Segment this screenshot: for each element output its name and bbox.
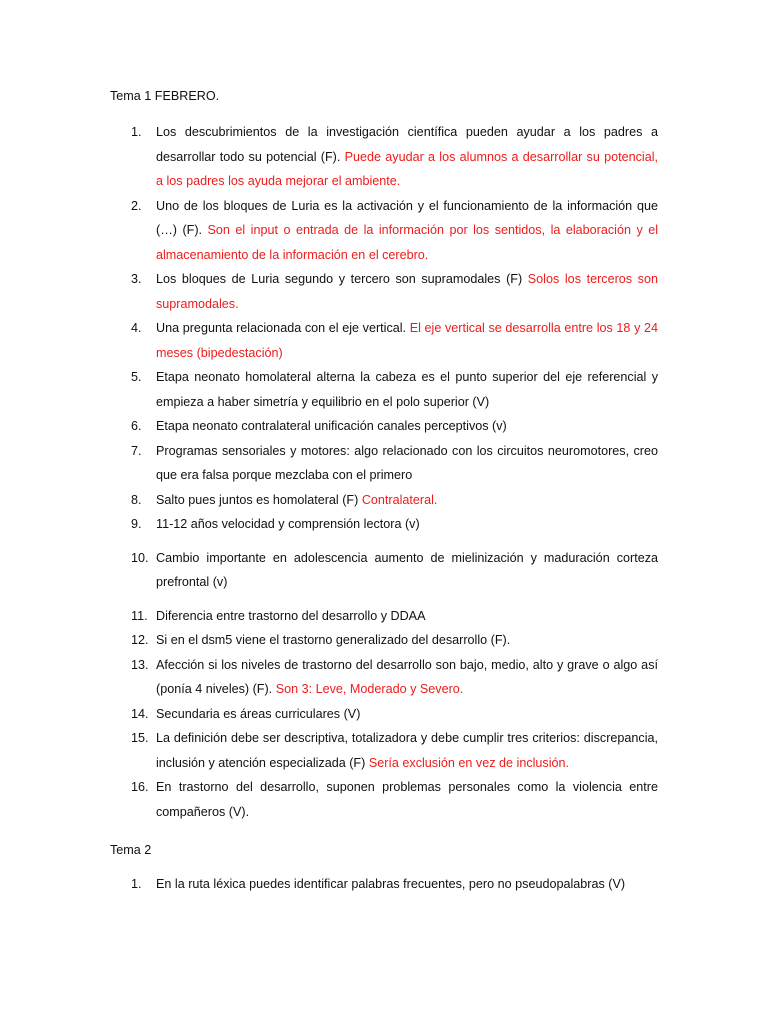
answer-correction: Son 3: Leve, Moderado y Severo. [275,682,464,696]
tema-1-question-list [110,120,658,824]
question-number: 3. [131,272,142,286]
question-number: 10. [131,550,149,565]
question-text: Etapa neonato contralateral unificación canales perceptivos (v) [156,419,507,433]
question-item [110,316,658,365]
answer-correction: Solos los terceros son supramodales. [156,272,658,311]
question-item [110,604,658,629]
question-item [110,194,658,268]
question-number: 15. [131,731,149,745]
question-number: 6. [131,419,142,433]
question-item [110,439,658,488]
question-number: 8. [131,492,142,507]
question-item [110,628,658,653]
question-item [110,726,658,775]
question-number: 12. [131,633,149,647]
answer-correction: El eje vertical se desarrolla entre los 18 y 24 meses (bipedestación) [156,321,659,360]
question-number: 16. [131,780,149,794]
question-text: Afección si los niveles de trastorno del desarrollo son bajo, medio, alto y grave o algo así (ponía 4 niveles) (F). [156,657,658,696]
question-number: 5. [131,370,142,384]
question-text: Los descubrimientos de la investigación científica pueden ayudar a los padres a desarrollar todo su potencial (F). [156,125,658,164]
question-number: 2. [131,198,142,213]
question-text: Los bloques de Luria segundo y tercero son supramodales (F) [156,272,523,286]
question-number: 4. [131,321,142,335]
question-text: Una pregunta relacionada con el eje vertical. [156,321,407,335]
question-text: Diferencia entre trastorno del desarrollo y DDAA [156,608,426,623]
answer-correction: Contralateral. [361,492,438,507]
question-number: 1. [131,125,142,139]
question-text: En trastorno del desarrollo, suponen problemas personales como la violencia entre compañeros (V). [156,780,658,819]
question-item [110,775,658,824]
tema-2-question-list [110,872,658,897]
question-text: Secundaria es áreas curriculares (V) [156,706,361,721]
question-number: 14. [131,706,149,721]
question-item [110,872,658,897]
question-item [110,653,658,702]
answer-correction: Puede ayudar a los alumnos a desarrollar su potencial, a los padres los ayuda mejorar el ambiente. [156,149,658,188]
question-item [110,365,658,414]
question-number: 1. [131,877,142,891]
question-item [110,267,658,316]
question-text: Salto pues juntos es homolateral (F) [156,492,359,507]
tema-1-heading: Tema 1 FEBRERO. [110,89,220,103]
question-number: 11. [131,608,148,623]
question-text: Si en el dsm5 viene el trastorno generalizado del desarrollo (F). [156,633,511,647]
question-item [110,414,658,439]
question-number: 13. [131,657,149,672]
question-text: Programas sensoriales y motores: algo relacionado con los circuitos neuromotores, creo que era falsa porque mezclaba con el primero [156,443,658,482]
question-item [110,120,658,194]
answer-correction: Sería exclusión en vez de inclusión. [368,755,570,770]
question-text: Cambio importante en adolescencia aumento de mielinización y maduración corteza prefrontal (v) [156,550,658,589]
question-number: 9. [131,517,142,531]
question-item [110,512,658,537]
tema-2-heading: Tema 2 [110,843,152,857]
question-text: La definición debe ser descriptiva, totalizadora y debe cumplir tres criterios: discrepancia, inclusión y atención especializada (F) [156,731,658,770]
question-text: 11-12 años velocidad y comprensión lectora (v) [156,517,420,531]
question-item [110,546,658,595]
question-text: En la ruta léxica puedes identificar palabras frecuentes, pero no pseudopalabras (V) [156,877,626,891]
answer-correction: Son el input o entrada de la información por los sentidos, la elaboración y el almacenamiento de la información en el cerebro. [156,223,659,262]
question-text: Etapa neonato homolateral alterna la cabeza es el punto superior del eje referencial y empieza a haber simetría y equilibrio en el polo superior (V) [156,370,658,409]
question-item [110,702,658,727]
question-number: 7. [131,443,142,458]
question-item [110,488,658,513]
question-text: Uno de los bloques de Luria es la activación y el funcionamiento de la información que (…) (F). [156,198,658,237]
